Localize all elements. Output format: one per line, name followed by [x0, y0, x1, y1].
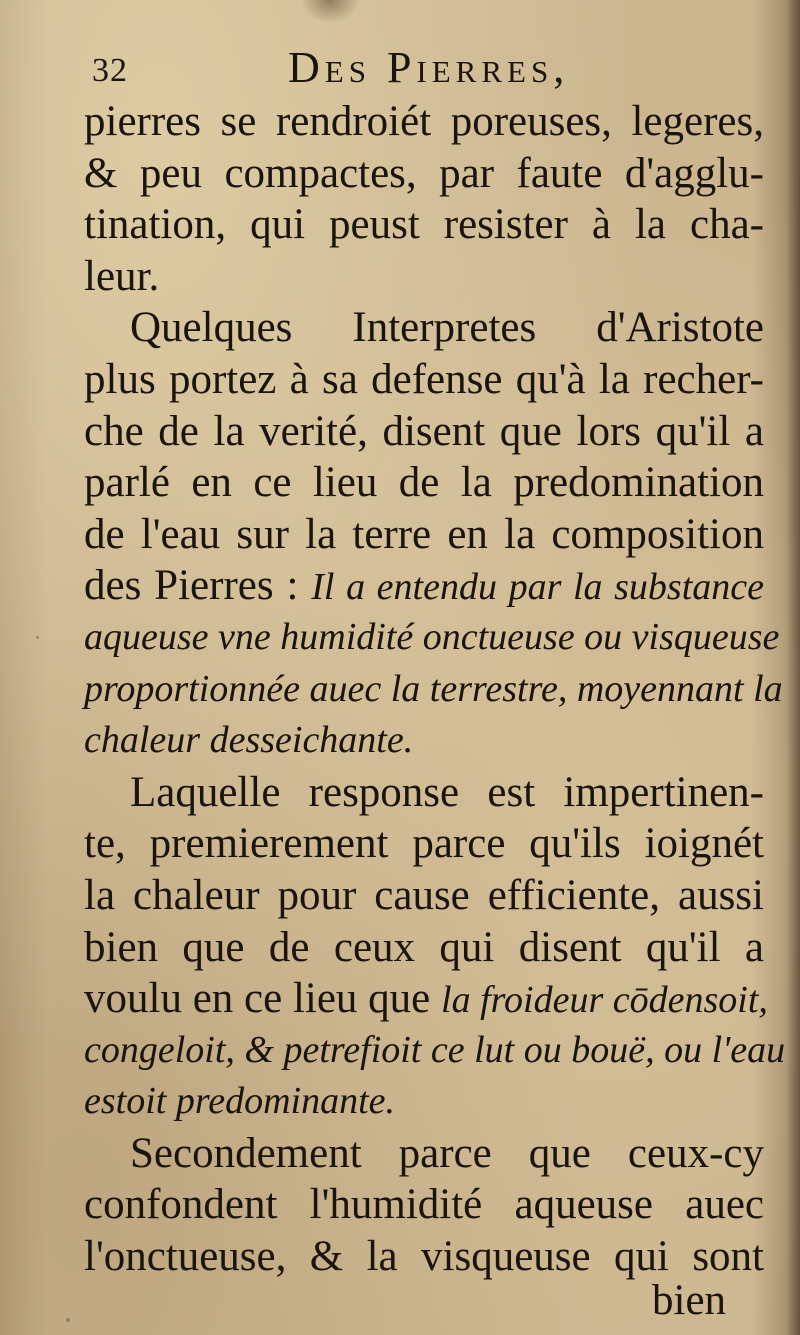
text-line: [84, 973, 768, 1025]
text-line: plus portez à sa defense qu'à la recher-: [84, 355, 764, 403]
roman-text: des Pierres :: [84, 562, 312, 610]
text-line: chaleur desseichante.: [84, 719, 414, 762]
text-line: che de la verité, disent que lors qu'il a: [84, 407, 764, 455]
text-line: [84, 560, 764, 612]
text-line: Laquelle response est impertinen-: [130, 768, 764, 816]
italic-text: la froideur cōdensoit,: [441, 979, 768, 1022]
text-line: proportionnée auec la terrestre, moyennant la: [84, 667, 783, 710]
text-line: confondent l'humidité aqueuse auec: [84, 1181, 764, 1229]
page-edge-shadow: [786, 0, 800, 1335]
text-line: parlé en ce lieu de la predomination: [84, 459, 764, 507]
text-line: leur.: [84, 252, 160, 300]
text-line: & peu compactes, par faute d'agglu-: [84, 149, 764, 197]
page-number: 32: [92, 52, 128, 89]
italic-text: Il a entendu par la substance: [311, 566, 765, 609]
text-line: bien que de ceux qui disent qu'il a: [84, 923, 764, 971]
text-line: de l'eau sur la terre en la composition: [84, 510, 764, 558]
text-line: l'onctueuse, & la visqueuse qui sont: [84, 1233, 764, 1281]
catchword: bien: [652, 1277, 727, 1324]
text-line: la chaleur pour cause efficiente, aussi: [84, 871, 764, 919]
text-line: pierres se rendroiét poreuses, legeres,: [84, 98, 764, 145]
text-line: tination, qui peust resister à la cha-: [84, 201, 764, 249]
ink-stain: [300, 0, 360, 24]
text-line: estoit predominante.: [84, 1080, 395, 1123]
running-title: Des Pierres,: [288, 43, 570, 92]
paper-speck: [36, 636, 39, 639]
text-line: Secondement parce que ceux-cy: [130, 1129, 764, 1177]
body-text: [84, 96, 786, 1283]
running-head: [92, 42, 732, 94]
paper-speck: [66, 1318, 70, 1322]
text-line: Quelques Interpretes d'Aristote: [130, 304, 764, 352]
roman-text: voulu en ce lieu que: [84, 975, 442, 1023]
text-line: te, premierement parce qu'ils ioignét: [84, 820, 764, 868]
text-line: aqueuse vne humidité onctueuse ou visqueuse: [84, 615, 780, 658]
text-line: congeloit, & petrefioit ce lut ou bouë, ou l'eau: [84, 1028, 786, 1071]
